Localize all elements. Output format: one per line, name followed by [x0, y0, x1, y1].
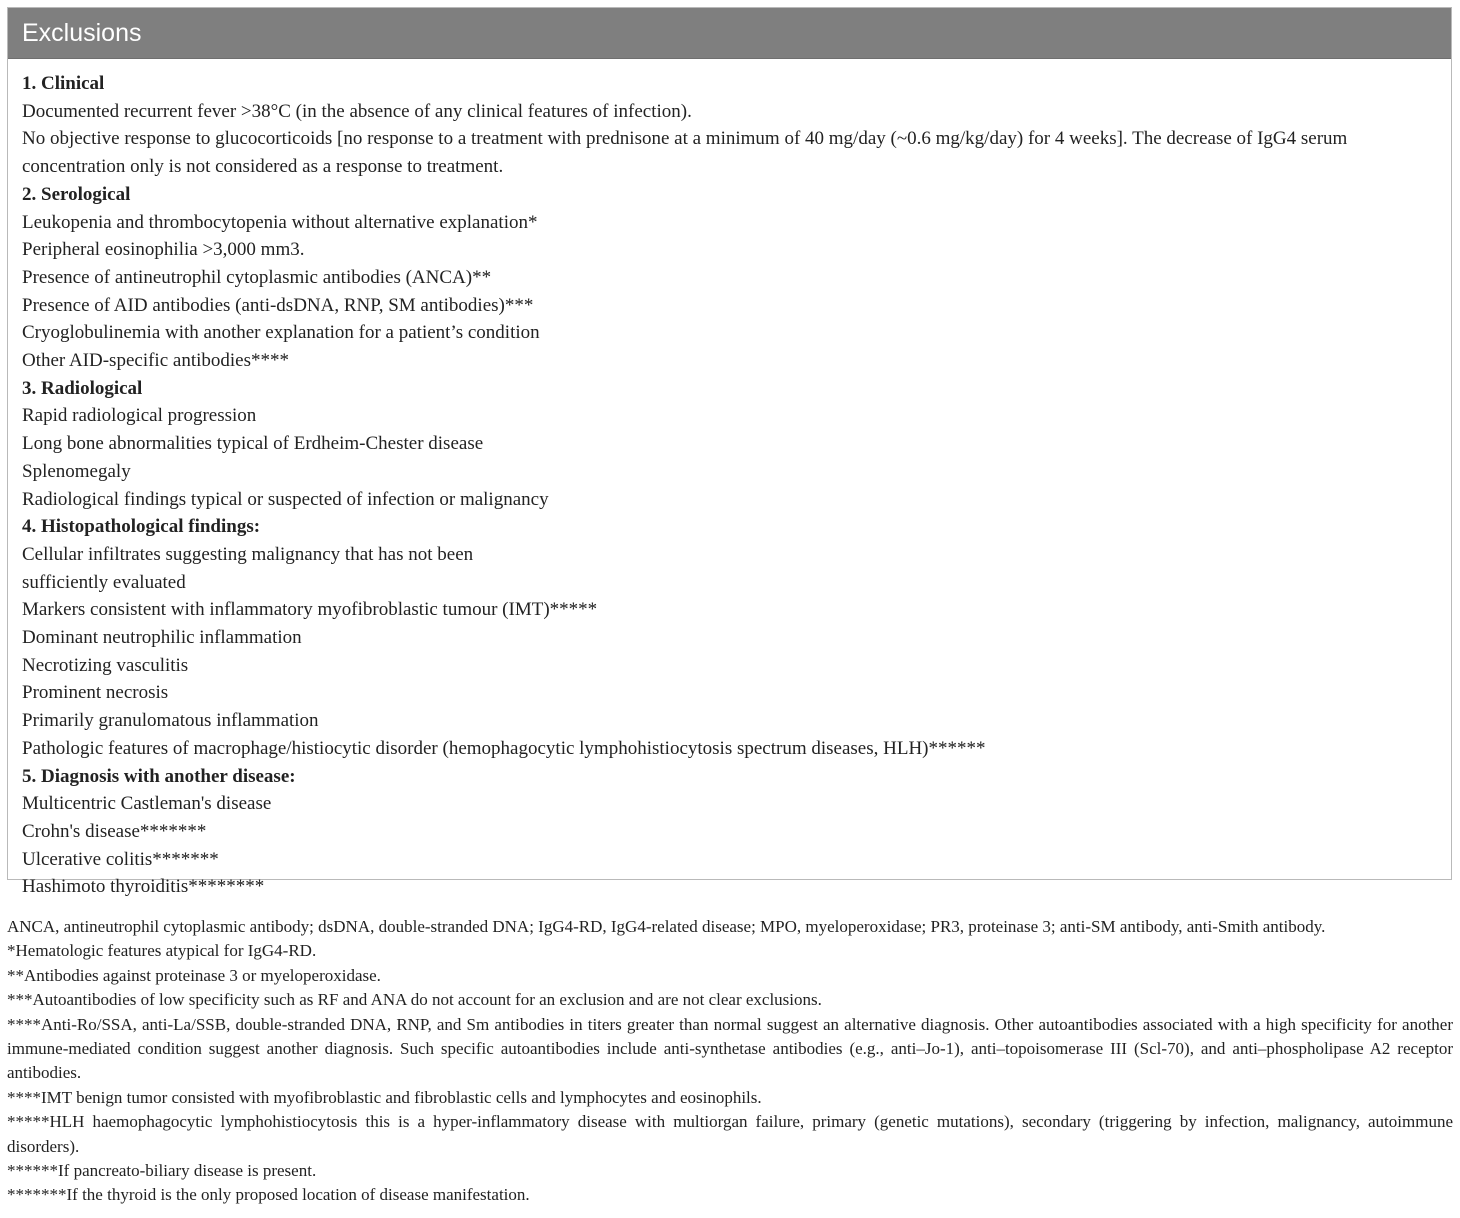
exclusion-item: Presence of antineutrophil cytoplasmic antibodies (ANCA)** — [22, 266, 492, 288]
section-heading-other-disease: 5. Diagnosis with another disease: — [22, 765, 296, 787]
exclusion-item: Markers consistent with inflammatory myofibroblastic tumour (IMT)***** — [22, 599, 598, 621]
exclusion-item: Documented recurrent fever >38°C (in the absence of any clinical features of infection). — [22, 100, 692, 122]
section-heading-serological: 2. Serological — [22, 183, 131, 205]
section-heading-clinical: 1. Clinical — [22, 73, 105, 94]
table-body — [8, 59, 1451, 901]
exclusion-item: Multicentric Castleman's disease — [22, 793, 272, 815]
exclusion-item: Necrotizing vasculitis — [22, 654, 189, 676]
exclusion-item: Prominent necrosis — [22, 682, 169, 704]
exclusion-item: Radiological findings typical or suspected of infection or malignancy — [22, 488, 549, 510]
exclusion-item: sufficiently evaluated — [22, 571, 186, 593]
section-heading-radiological: 3. Radiological — [22, 377, 143, 399]
footnote-abbreviations: ANCA, antineutrophil cytoplasmic antibody; dsDNA, double-stranded DNA; IgG4-RD, IgG4-related disease; MPO, myeloperoxidase; PR3, proteinase 3; anti-SM antibody, anti-Smith antibody. — [7, 917, 1326, 936]
footnote: **Antibodies against proteinase 3 or myeloperoxidase. — [7, 965, 381, 985]
exclusion-item: Leukopenia and thrombocytopenia without alternative explanation* — [22, 211, 538, 233]
exclusion-item: Primarily granulomatous inflammation — [22, 710, 319, 732]
footnote: ***Autoantibodies of low specificity such as RF and ANA do not account for an exclusion and are not clear exclusions. — [7, 990, 822, 1010]
table-footnotes — [7, 915, 1453, 1208]
footnote: *Hematologic features atypical for IgG4-RD. — [7, 941, 317, 961]
exclusion-item: Hashimoto thyroiditis******** — [22, 876, 265, 898]
exclusion-item: Long bone abnormalities typical of Erdheim-Chester disease — [22, 433, 484, 455]
footnote: ******If pancreato-biliary disease is present. — [7, 1161, 317, 1181]
exclusion-item: Dominant neutrophilic inflammation — [22, 627, 302, 649]
exclusion-item: Ulcerative colitis******* — [22, 848, 219, 870]
exclusion-item: Splenomegaly — [22, 460, 131, 482]
exclusion-item: Peripheral eosinophilia >3,000 mm3. — [22, 239, 305, 261]
exclusions-table — [7, 7, 1452, 898]
exclusion-item: Pathologic features of macrophage/histiocytic disorder (hemophagocytic lymphohistiocytosis spectrum diseases, HLH)****** — [22, 737, 986, 759]
exclusion-item: Cryoglobulinemia with another explanation for a patient’s condition — [22, 322, 540, 344]
footnote: ****IMT benign tumor consisted with myofibroblastic and fibroblastic cells and lymphocytes and eosinophils. — [7, 1087, 762, 1107]
exclusion-item: Presence of AID antibodies (anti-dsDNA, RNP, SM antibodies)*** — [22, 294, 534, 316]
exclusion-item: Cellular infiltrates suggesting malignancy that has not been — [22, 543, 474, 565]
exclusion-item: Crohn's disease******* — [22, 820, 207, 842]
section-heading-histopathological: 4. Histopathological findings: — [22, 516, 261, 538]
exclusion-item: Rapid radiological progression — [22, 405, 257, 427]
exclusion-item: Other AID-specific antibodies**** — [22, 350, 289, 372]
footnote: *******If the thyroid is the only proposed location of disease manifestation. — [7, 1185, 530, 1205]
table-title: Exclusions — [8, 8, 1451, 59]
exclusion-item: No objective response to glucocorticoids [no response to a treatment with prednisone at a minimum of 40 mg/day (~0.6 mg/kg/day) for 4 weeks]. The decrease of IgG4 serum concentration only is not considered as a response to treatment. — [22, 128, 1348, 178]
footnote: ****Anti-Ro/SSA, anti-La/SSB, double-stranded DNA, RNP, and Sm antibodies in titers greater than normal suggest an alternative diagnosis. Other autoantibodies associated with a high specificity for another immune-mediated condition suggest another diagnosis. Such specific autoantibodies include anti-synthetase antibodies (e.g., anti–Jo-1), anti–topoisomerase III (Scl-70), and anti–phospholipase A2 receptor antibodies. — [7, 1014, 1453, 1083]
footnote: *****HLH haemophagocytic lymphohistiocytosis this is a hyper-inflammatory disease with multiorgan failure, primary (genetic mutations), secondary (triggering by infection, malignancy, autoimmune disorders). — [7, 1112, 1453, 1156]
